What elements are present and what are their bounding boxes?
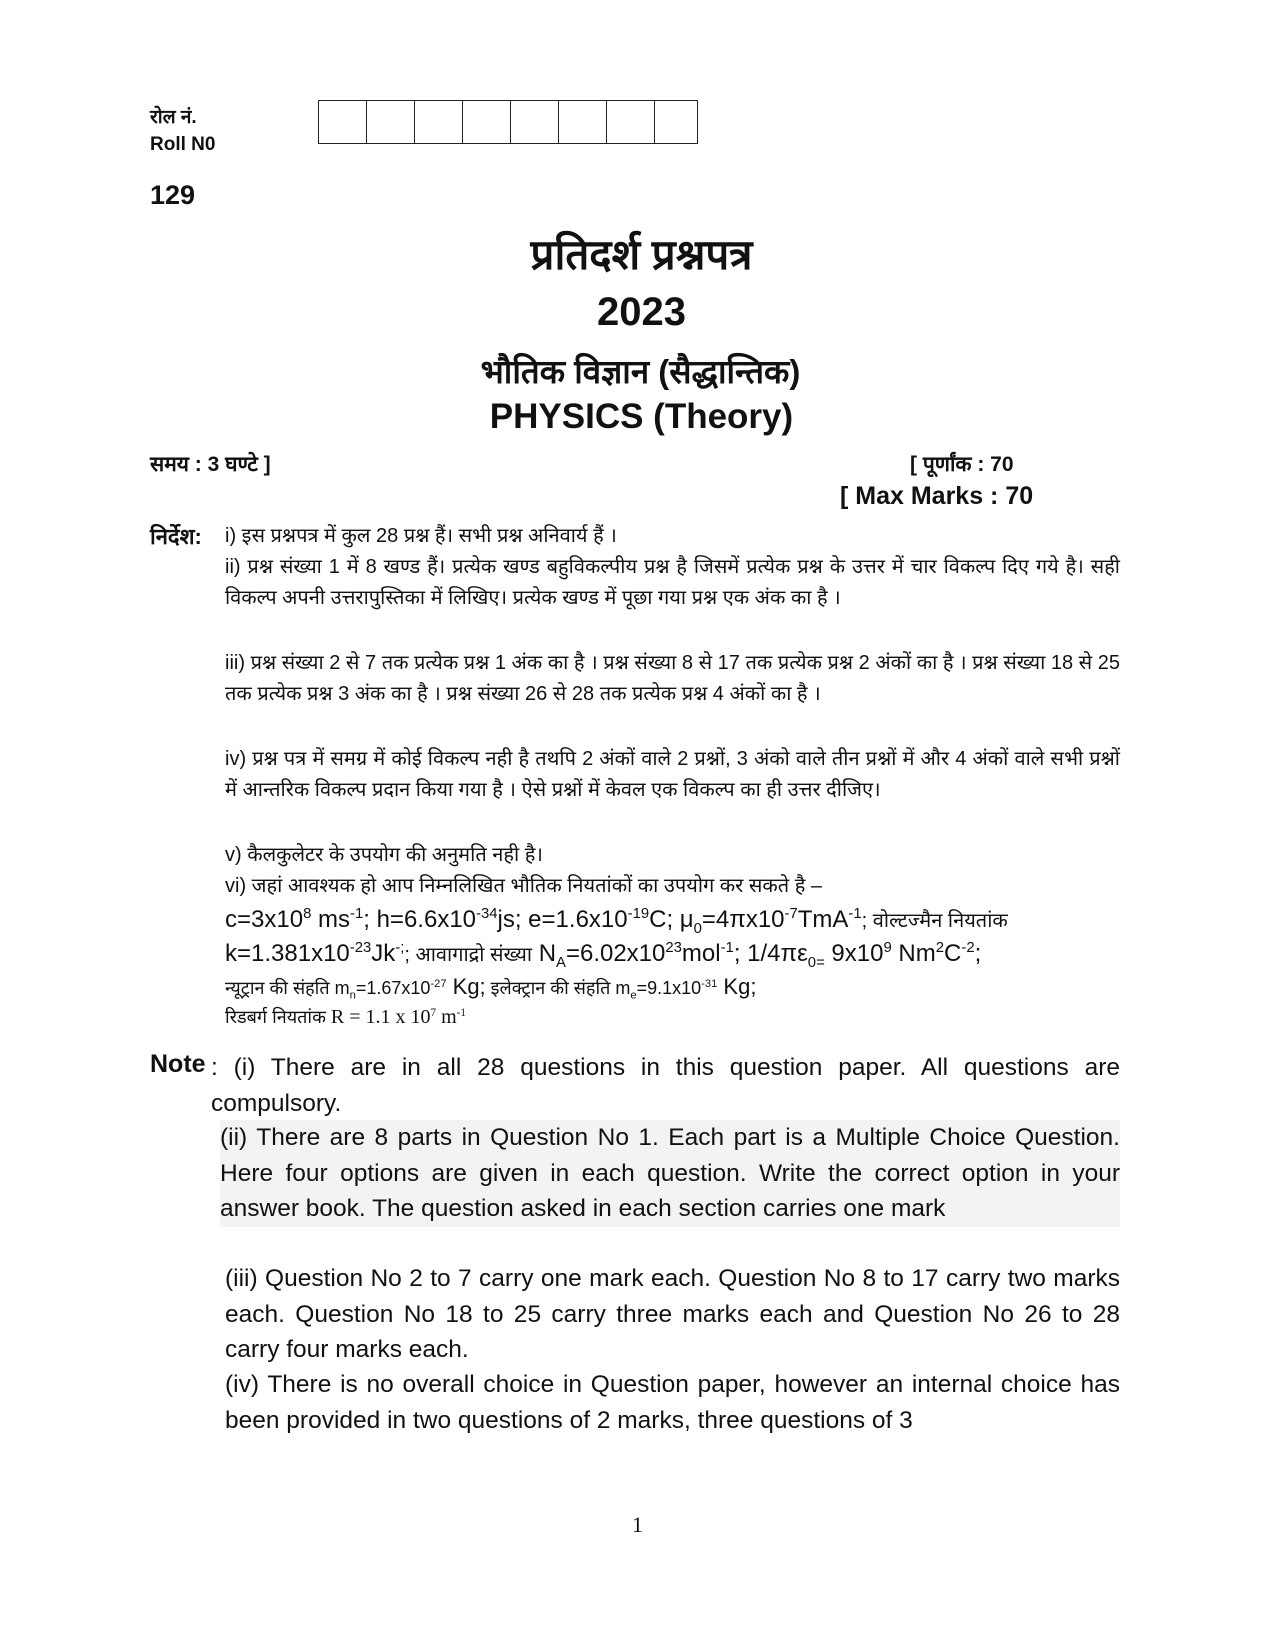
roll-number-boxes[interactable] bbox=[318, 100, 698, 144]
note-ii: (ii) There are 8 parts in Question No 1. Each part is a Multiple Choice Question. Here four options are given in each question. Write the correct option in your answer book. The question asked in each section carries one mark bbox=[220, 1120, 1120, 1227]
roll-number-digit-box[interactable] bbox=[463, 101, 511, 143]
constants-line-2: $k=1.381x10^{-23}Jk^{-;}$; आवागाद्रो संख्या $N_A=6.02x10^{23}mol^{-1}$; $1/4\pi\varepsilon_{0=}$ $9x10^9$ $Nm^2C^{-2}$; bbox=[225, 940, 982, 971]
instruction-iv: iv) प्रश्न पत्र में समग्र में कोई विकल्प नही है तथपि 2 अंकों वाले 2 प्रश्नों, 3 अंको वाले तीन प्रश्नों में और 4 अंकों वाले सभी प्रश्नों में आन्तरिक विकल्प प्रदान किया गया है । ऐसे प्रश्नों में केवल एक विकल्प का ही उत्तर दीजिए। bbox=[225, 748, 1120, 801]
roll-number-digit-box[interactable] bbox=[511, 101, 559, 143]
roll-number-label bbox=[150, 104, 215, 158]
paper-title-hindi: प्रतिदर्श प्रश्नपत्र bbox=[530, 231, 753, 278]
constants-line-4: रिडबर्ग नियतांक R = 1.1 x $10^7$ $m^{-1}$ bbox=[225, 1006, 466, 1028]
max-marks-hindi: [ पूर्णांक : 70 bbox=[910, 453, 1014, 476]
instruction-vi: vi) जहां आवश्यक हो आप निम्नलिखित भौतिक नियतांकों का उपयोग कर सकते है – bbox=[225, 875, 823, 897]
paper-code: 129 bbox=[150, 180, 196, 210]
max-marks-english: [ Max Marks : 70 bbox=[840, 482, 1034, 510]
instruction-iii: iii) प्रश्न संख्या 2 से 7 तक प्रत्येक प्रश्न 1 अंक का है । प्रश्न संख्या 8 से 17 तक प्रत्येक प्रश्न 2 अंकों का है । प्रश्न संख्या 18 से 25 तक प्रत्येक प्रश्न 3 अंक का है । प्रश्न संख्या 26 से 28 तक प्रत्येक प्रश्न 4 अंकों का है । bbox=[225, 652, 1120, 705]
subject-title-hindi: भौतिक विज्ञान (सैद्धान्तिक) bbox=[480, 353, 801, 390]
roll-number-digit-box[interactable] bbox=[655, 101, 697, 143]
roll-label-english: Roll N0 bbox=[150, 134, 216, 155]
roll-number-digit-box[interactable] bbox=[415, 101, 463, 143]
note-heading: Note bbox=[150, 1050, 206, 1078]
paper-year: 2023 bbox=[597, 290, 686, 334]
roll-number-digit-box[interactable] bbox=[559, 101, 607, 143]
subject-title-english: PHYSICS (Theory) bbox=[489, 397, 794, 436]
roll-number-digit-box[interactable] bbox=[367, 101, 415, 143]
constants-line-3: न्यूट्रान की संहति $m_n=1.67x10^{-27}$ Kg; इलेक्ट्रान की संहति $m_e=9.1x10^{-31}$ Kg; bbox=[225, 974, 757, 1002]
roll-number-digit-box[interactable] bbox=[607, 101, 655, 143]
note-i: : (i) There are in all 28 questions in this question paper. All questions are compulsory. bbox=[211, 1054, 1120, 1117]
time-allowed: समय : 3 घण्टे ] bbox=[150, 453, 271, 476]
constants-line-1: $c=3x10^8$ $ms^{-1}$; $h=6.6x10^{-34}js$; $e=1.6x10^{-19}C$; $\mu_0=4\pi x10^{-7}TmA^{-1}$; वोल्टज्मैन नियतांक bbox=[225, 906, 1008, 937]
instruction-v: v) कैलकुलेटर के उपयोग की अनुमति नही है। bbox=[225, 844, 543, 866]
page-number: 1 bbox=[632, 1512, 643, 1537]
roll-label-hindi: रोल नं. bbox=[150, 107, 197, 128]
instruction-ii: ii) प्रश्न संख्या 1 में 8 खण्ड हैं। प्रत्येक खण्ड बहुविकल्पीय प्रश्न है जिसमें प्रत्येक प्रश्न के उत्तर में चार विकल्प दिए गये है। सही विकल्प अपनी उत्तरापुस्तिका में लिखिए। प्रत्येक खण्ड में पूछा गया प्रश्न एक अंक का है । bbox=[225, 556, 1120, 609]
instructions-heading: निर्देश: bbox=[150, 524, 202, 549]
roll-number-digit-box[interactable] bbox=[319, 101, 367, 143]
note-iv: (iv) There is no overall choice in Question paper, however an internal choice has been provided in two questions of 2 marks, three questions of 3 bbox=[225, 1371, 1120, 1434]
instruction-i: i) इस प्रश्नपत्र में कुल 28 प्रश्न हैं। सभी प्रश्न अनिवार्य हैं । bbox=[225, 525, 617, 547]
note-iii: (iii) Question No 2 to 7 carry one mark each. Question No 8 to 17 carry two marks each. Question No 18 to 25 carry three marks each and Question No 26 to 28 carry four marks each. bbox=[225, 1265, 1120, 1363]
